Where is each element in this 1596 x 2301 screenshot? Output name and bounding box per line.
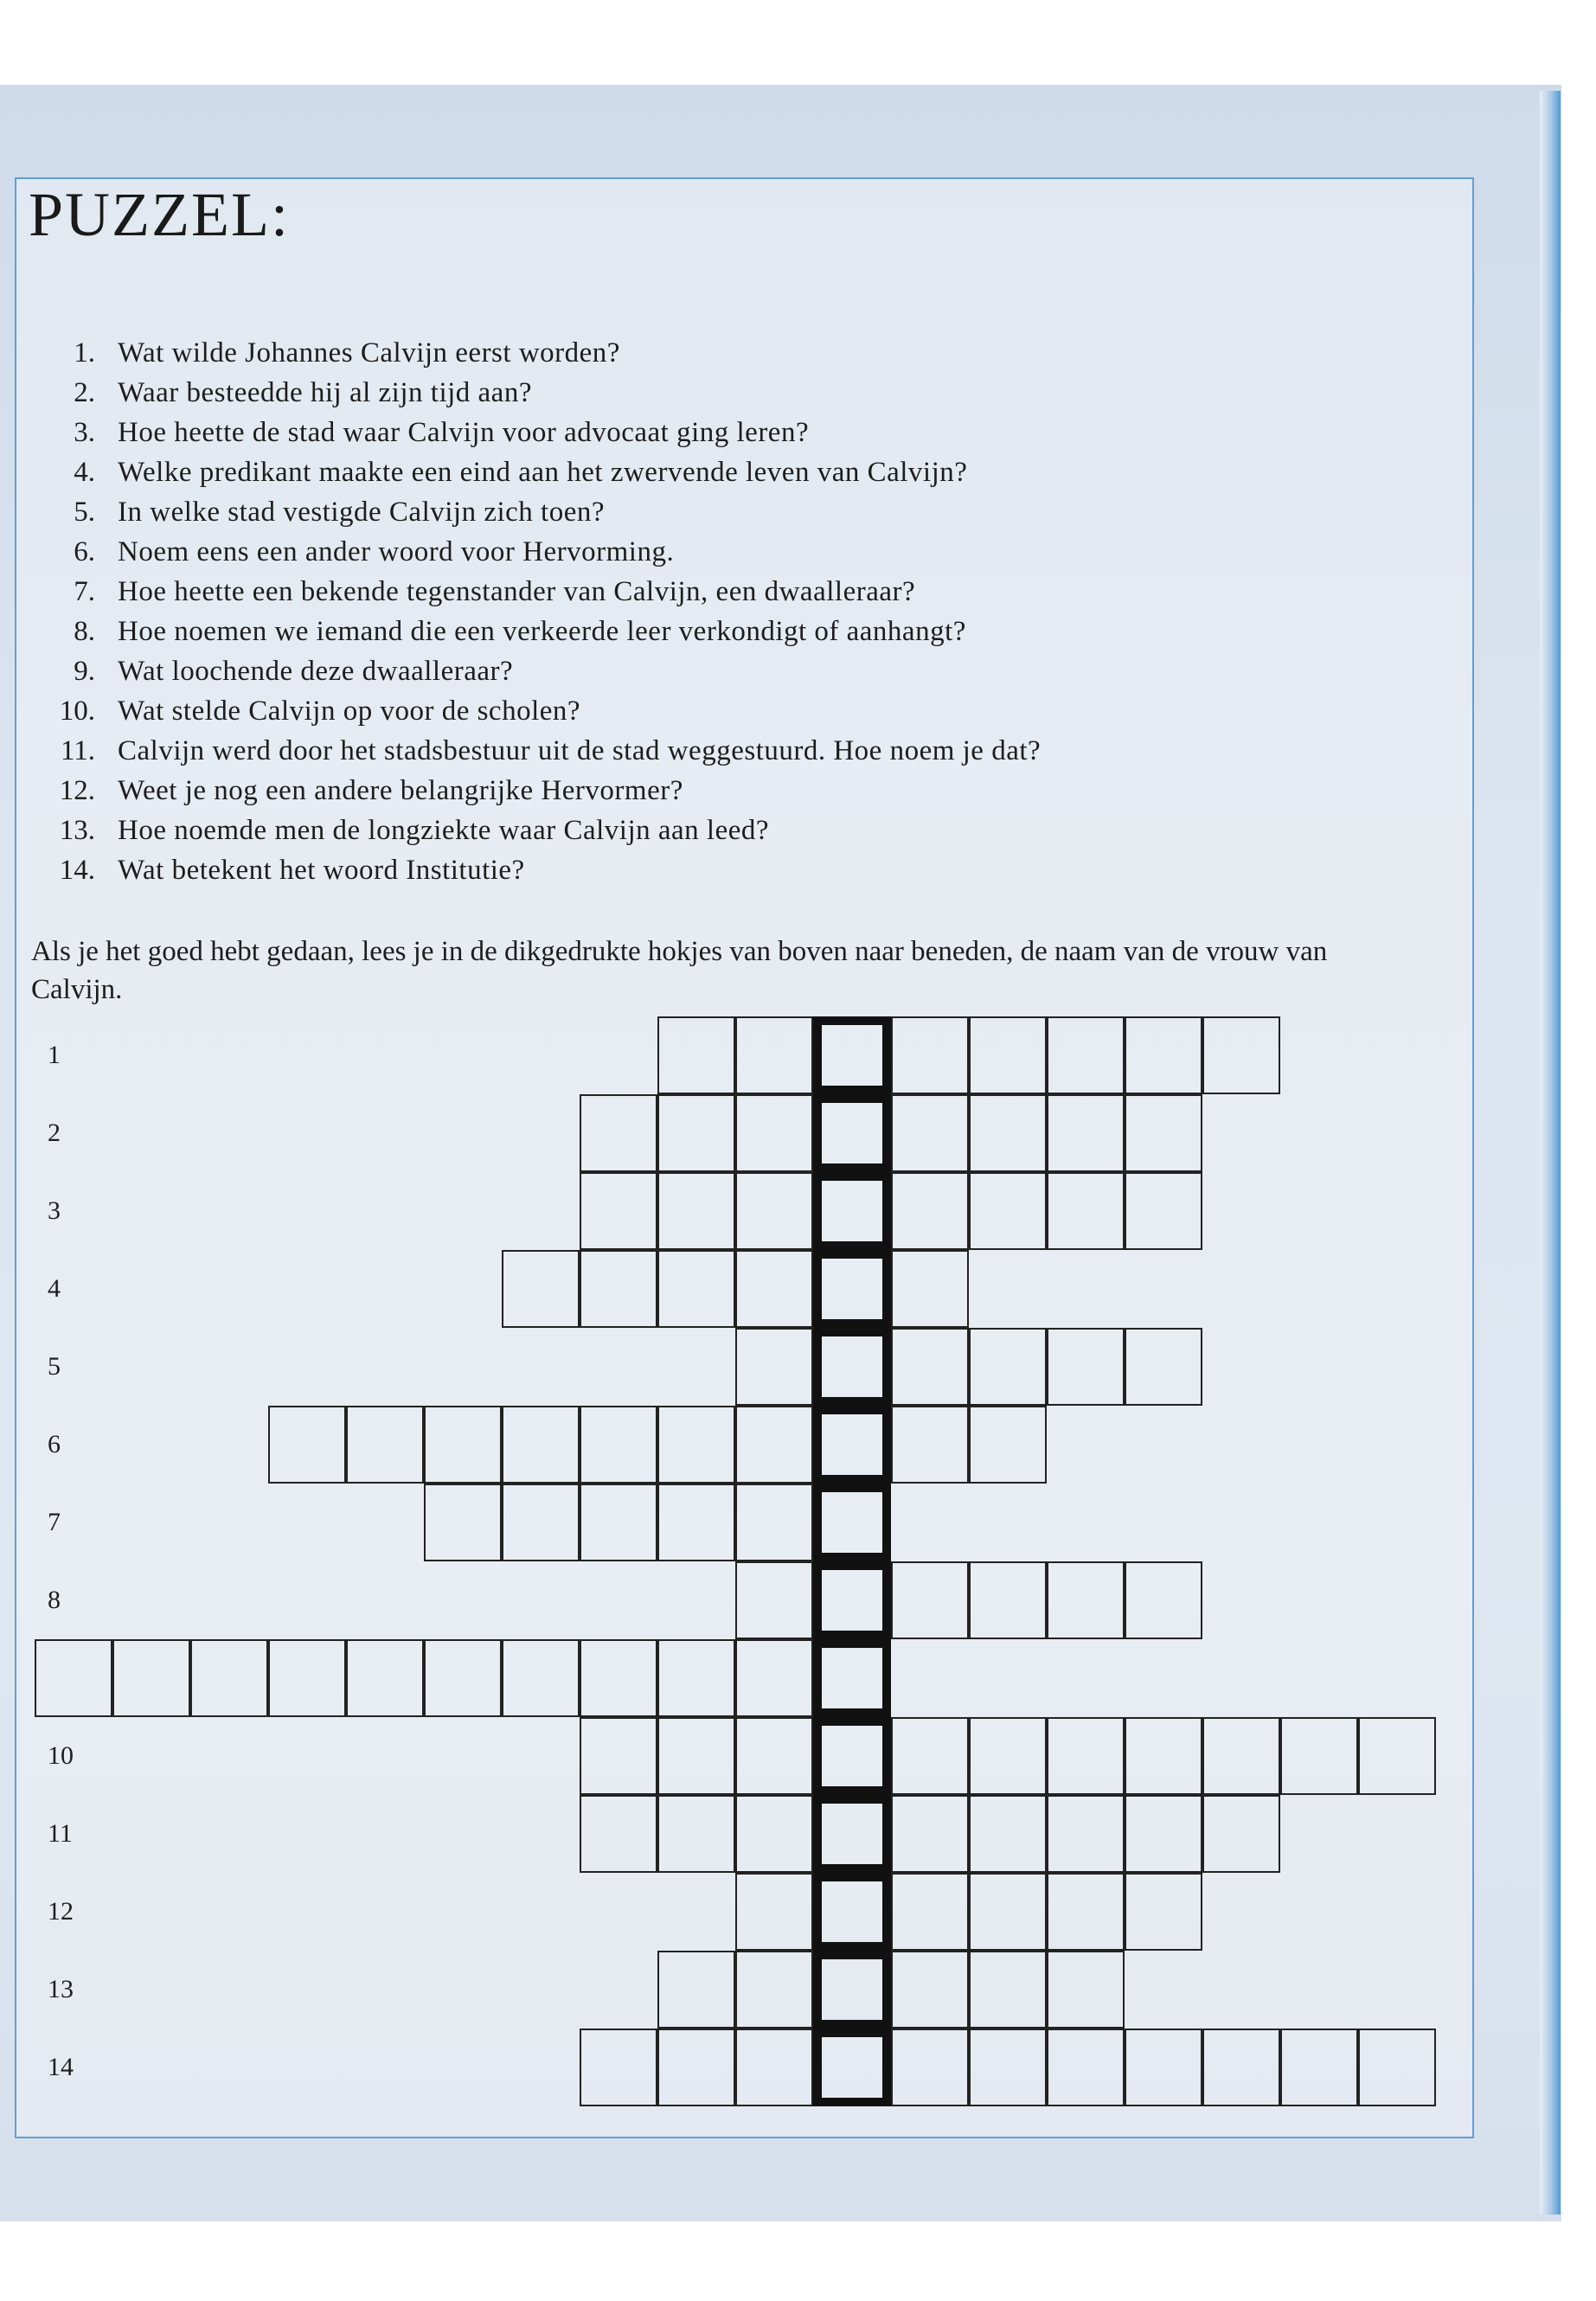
row-number-label: 10 [48, 1741, 74, 1770]
question-text: Wat betekent het woord Institutie? [118, 855, 525, 886]
answer-cell[interactable] [1202, 1717, 1280, 1795]
question-item [35, 657, 513, 686]
answer-cell[interactable] [657, 1250, 735, 1328]
answer-cell[interactable] [1125, 1094, 1202, 1172]
answer-cell[interactable] [657, 1406, 735, 1484]
answer-cell[interactable] [657, 1016, 735, 1094]
answer-cell[interactable] [1280, 1717, 1358, 1795]
answer-cell[interactable] [735, 1951, 813, 2029]
answer-cell[interactable] [502, 1250, 580, 1328]
answer-cell[interactable] [891, 1561, 969, 1639]
answer-cell[interactable] [190, 1639, 268, 1717]
answer-cell[interactable] [891, 2029, 969, 2106]
answer-cell[interactable] [1047, 1717, 1125, 1795]
question-item [35, 498, 605, 527]
answer-cell[interactable] [580, 1250, 657, 1328]
answer-cell[interactable] [35, 1639, 112, 1717]
answer-cell[interactable] [735, 1873, 813, 1951]
question-text: Hoe noemen we iemand die een verkeerde leer verkondigt of aanhangt? [118, 616, 966, 647]
answer-cell[interactable] [502, 1406, 580, 1484]
question-item [35, 856, 525, 885]
question-item [35, 618, 966, 646]
answer-cell[interactable] [735, 1795, 813, 1873]
page-title: PUZZEL: [29, 180, 290, 249]
key-answer-cell[interactable] [813, 1250, 891, 1328]
answer-cell[interactable] [580, 1795, 657, 1873]
question-text: Hoe heette een bekende tegenstander van Calvijn, een dwaalleraar? [118, 576, 916, 607]
row-number-label: 5 [48, 1352, 61, 1381]
answer-cell[interactable] [735, 2029, 813, 2106]
answer-cell[interactable] [891, 1172, 969, 1250]
answer-cell[interactable] [1202, 2029, 1280, 2106]
question-item [35, 777, 683, 805]
answer-cell[interactable] [1125, 1172, 1202, 1250]
answer-cell[interactable] [580, 1406, 657, 1484]
question-item [35, 538, 674, 567]
row-number-label: 14 [48, 2053, 74, 2081]
answer-cell[interactable] [891, 1406, 969, 1484]
answer-cell[interactable] [1047, 1172, 1125, 1250]
answer-cell[interactable] [969, 1951, 1047, 2029]
row-number-label: 12 [48, 1897, 74, 1926]
answer-cell[interactable] [580, 1172, 657, 1250]
answer-cell[interactable] [580, 2029, 657, 2106]
question-number: 6. [74, 536, 95, 567]
question-number: 5. [74, 497, 95, 528]
answer-cell[interactable] [735, 1484, 813, 1561]
answer-cell[interactable] [657, 1094, 735, 1172]
answer-cell[interactable] [735, 1016, 813, 1094]
answer-cell[interactable] [1047, 1951, 1125, 2029]
question-item [35, 419, 809, 447]
answer-cell[interactable] [502, 1484, 580, 1561]
key-answer-cell[interactable] [813, 1172, 891, 1250]
answer-cell[interactable] [657, 2029, 735, 2106]
key-answer-cell[interactable] [813, 2029, 891, 2106]
question-text: Wat wilde Johannes Calvijn eerst worden? [118, 337, 620, 369]
answer-cell[interactable] [424, 1639, 502, 1717]
answer-cell[interactable] [1125, 1873, 1202, 1951]
answer-cell[interactable] [891, 1717, 969, 1795]
answer-cell[interactable] [1125, 1328, 1202, 1406]
answer-cell[interactable] [112, 1639, 190, 1717]
answer-cell[interactable] [1358, 1717, 1436, 1795]
row-number-label: 2 [48, 1118, 61, 1147]
answer-cell[interactable] [1047, 1094, 1125, 1172]
key-answer-cell[interactable] [813, 1639, 891, 1717]
question-item [35, 737, 1041, 766]
key-answer-cell[interactable] [813, 1016, 891, 1094]
question-item [35, 578, 915, 606]
answer-cell[interactable] [580, 1639, 657, 1717]
question-text: Waar besteedde hij al zijn tijd aan? [118, 377, 532, 408]
answer-cell[interactable] [1125, 2029, 1202, 2106]
answer-cell[interactable] [657, 1951, 735, 2029]
answer-cell[interactable] [1125, 1561, 1202, 1639]
answer-cell[interactable] [969, 1561, 1047, 1639]
answer-cell[interactable] [1125, 1717, 1202, 1795]
answer-cell[interactable] [580, 1094, 657, 1172]
answer-cell[interactable] [969, 1795, 1047, 1873]
question-text: Hoe noemde men de longziekte waar Calvijn aan leed? [118, 815, 770, 846]
question-text: Hoe heette de stad waar Calvijn voor advocaat ging leren? [118, 417, 810, 448]
answer-cell[interactable] [891, 1873, 969, 1951]
question-number: 11. [60, 735, 95, 766]
answer-cell[interactable] [424, 1406, 502, 1484]
answer-cell[interactable] [424, 1484, 502, 1561]
answer-cell[interactable] [657, 1795, 735, 1873]
answer-cell[interactable] [891, 1250, 969, 1328]
row-number-label: 6 [48, 1430, 61, 1458]
answer-cell[interactable] [891, 1094, 969, 1172]
answer-cell[interactable] [1047, 1561, 1125, 1639]
question-text: In welke stad vestigde Calvijn zich toen? [118, 497, 606, 528]
answer-cell[interactable] [735, 1172, 813, 1250]
answer-cell[interactable] [657, 1717, 735, 1795]
answer-cell[interactable] [346, 1639, 424, 1717]
key-answer-cell[interactable] [813, 1484, 891, 1561]
answer-cell[interactable] [969, 1016, 1047, 1094]
row-number-label: 8 [48, 1586, 61, 1614]
key-answer-cell[interactable] [813, 1094, 891, 1172]
answer-cell[interactable] [969, 2029, 1047, 2106]
question-item [35, 817, 769, 845]
question-number: 4. [74, 457, 95, 488]
answer-cell[interactable] [268, 1406, 346, 1484]
answer-cell[interactable] [657, 1639, 735, 1717]
answer-cell[interactable] [346, 1406, 424, 1484]
question-text: Weet je nog een andere belangrijke Hervormer? [118, 775, 683, 806]
question-item [35, 697, 580, 726]
key-answer-cell[interactable] [813, 1951, 891, 2029]
question-number: 13. [59, 815, 95, 846]
question-text: Calvijn werd door het stadsbestuur uit de stad weggestuurd. Hoe noem je dat? [118, 735, 1042, 766]
row-number-label: 4 [48, 1274, 61, 1303]
question-number: 7. [74, 576, 95, 607]
question-number: 10. [59, 695, 95, 727]
question-number: 9. [74, 656, 95, 687]
question-number: 2. [74, 377, 95, 408]
key-answer-cell[interactable] [813, 1795, 891, 1873]
question-text: Noem eens een ander woord voor Hervorming. [118, 536, 675, 567]
answer-cell[interactable] [1047, 1873, 1125, 1951]
question-number: 12. [59, 775, 95, 806]
answer-cell[interactable] [1047, 2029, 1125, 2106]
answer-cell[interactable] [735, 1094, 813, 1172]
answer-cell[interactable] [735, 1250, 813, 1328]
answer-cell[interactable] [735, 1717, 813, 1795]
row-number-label: 11 [48, 1819, 73, 1848]
key-answer-cell[interactable] [813, 1717, 891, 1795]
row-number-label: 13 [48, 1975, 74, 2003]
answer-cell[interactable] [1202, 1016, 1280, 1094]
answer-cell[interactable] [1047, 1795, 1125, 1873]
answer-cell[interactable] [735, 1406, 813, 1484]
question-item [35, 379, 532, 407]
answer-cell[interactable] [1358, 2029, 1436, 2106]
answer-cell[interactable] [580, 1717, 657, 1795]
answer-cell[interactable] [1202, 1795, 1280, 1873]
answer-cell[interactable] [969, 1717, 1047, 1795]
answer-cell[interactable] [969, 1172, 1047, 1250]
answer-cell[interactable] [969, 1873, 1047, 1951]
answer-cell[interactable] [1125, 1016, 1202, 1094]
answer-cell[interactable] [1047, 1016, 1125, 1094]
question-item [35, 458, 967, 487]
answer-cell[interactable] [969, 1406, 1047, 1484]
row-number-label: 3 [48, 1196, 61, 1225]
answer-cell[interactable] [891, 1951, 969, 2029]
question-number: 3. [74, 417, 95, 448]
key-answer-cell[interactable] [813, 1406, 891, 1484]
question-number: 8. [74, 616, 95, 647]
question-number: 14. [59, 855, 95, 886]
answer-cell[interactable] [891, 1016, 969, 1094]
key-answer-cell[interactable] [813, 1328, 891, 1406]
answer-cell[interactable] [735, 1639, 813, 1717]
answer-cell[interactable] [1047, 1328, 1125, 1406]
answer-cell[interactable] [502, 1639, 580, 1717]
question-number: 1. [74, 337, 95, 369]
row-number-label: 1 [48, 1041, 61, 1069]
question-text: Wat loochende deze dwaalleraar? [118, 656, 514, 687]
answer-cell[interactable] [580, 1484, 657, 1561]
key-answer-cell[interactable] [813, 1561, 891, 1639]
answer-cell[interactable] [1125, 1795, 1202, 1873]
question-text: Welke predikant maakte een eind aan het zwervende leven van Calvijn? [118, 457, 968, 488]
answer-cell[interactable] [1280, 2029, 1358, 2106]
question-item [35, 339, 620, 368]
answer-cell[interactable] [891, 1328, 969, 1406]
answer-cell[interactable] [969, 1094, 1047, 1172]
row-number-label: 7 [48, 1508, 61, 1536]
answer-cell[interactable] [969, 1328, 1047, 1406]
instruction-text: Als je het goed hebt gedaan, lees je in de dikgedrukte hokjes van boven naar beneden, de naam van de vrouw van Calvijn. [31, 936, 1328, 1005]
answer-cell[interactable] [268, 1639, 346, 1717]
key-answer-cell[interactable] [813, 1873, 891, 1951]
page-edge [1540, 91, 1561, 2214]
question-text: Wat stelde Calvijn op voor de scholen? [118, 695, 581, 727]
answer-cell[interactable] [735, 1561, 813, 1639]
answer-cell[interactable] [891, 1795, 969, 1873]
answer-cell[interactable] [657, 1172, 735, 1250]
answer-cell[interactable] [735, 1328, 813, 1406]
answer-cell[interactable] [657, 1484, 735, 1561]
